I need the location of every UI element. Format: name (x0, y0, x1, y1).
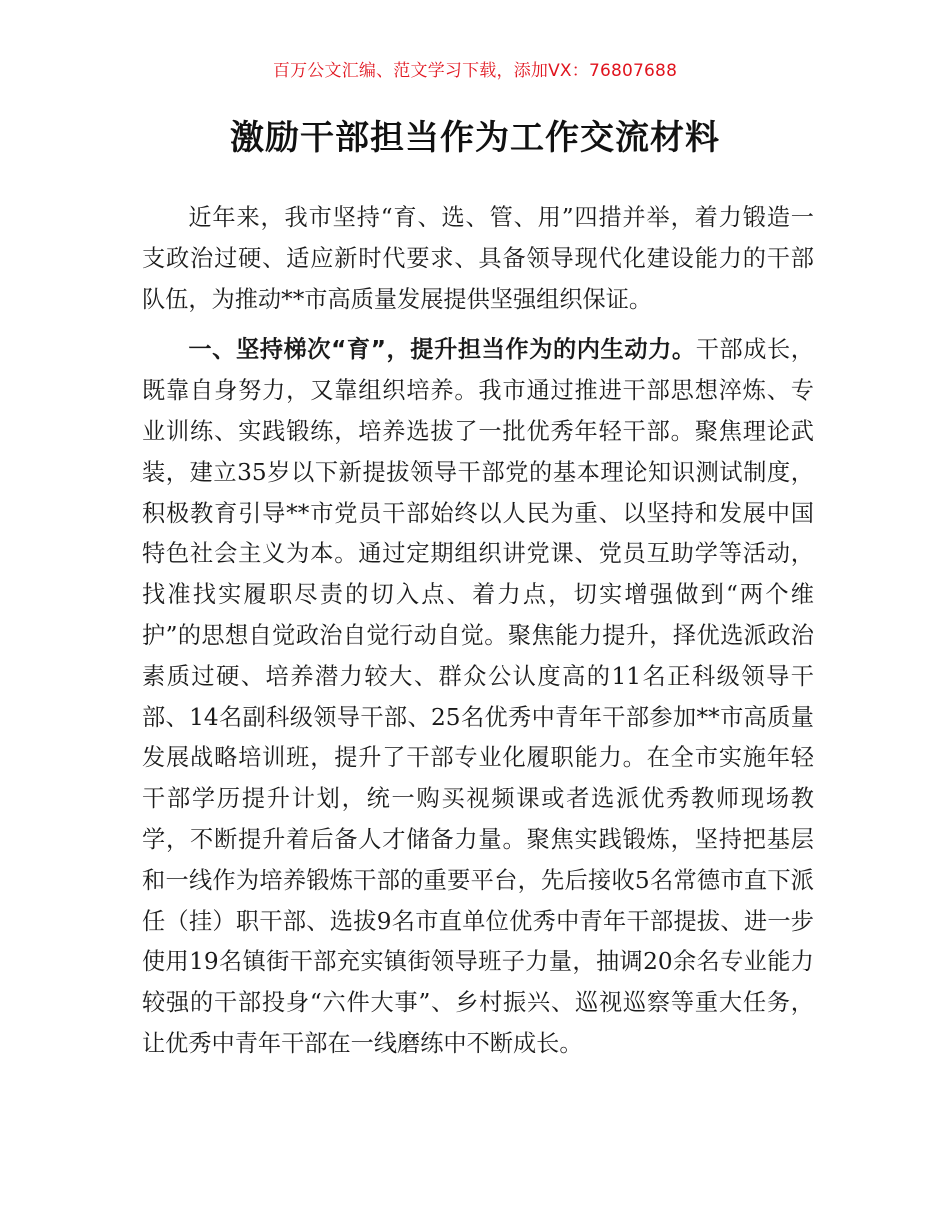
promo-banner: 百万公文汇编、范文学习下载，添加VX：76807688 (272, 61, 678, 81)
section-1-text: 干部成长，既靠自身努力，又靠组织培养。我市通过推进干部思想淬炼、专业训练、实践锻练，培养选拔了一批优秀年轻干部。聚焦理论武装，建立35岁以下新提拔领导干部党的基本理论知识测试制度，积极教育引导**市党员干部始终以人民为重、以坚持和发展中国特色社会主义为本。通过定期组织讲党课、党员互助学等活动，找准找实履职尽责的切入点、着力点，切实增强做到“两个维护”的思想自觉政治自觉行动自觉。聚焦能力提升，择优选派政治素质过硬、培养潜力较大、群众公认度高的11名正科级领导干部、14名副科级领导干部、25名优秀中青年干部参加**市高质量发展战略培训班，提升了干部专业化履职能力。在全市实施年轻干部学历提升计划，统一购买视频课或者选派优秀教师现场教学，不断提升着后备人才储备力量。聚焦实践锻炼，坚持把基层和一线作为培养锻炼干部的重要平台，先后接收5名常德市直下派任（挂）职干部、选拔9名市直单位优秀中青年干部提拔、进一步使用19名镇街干部充实镇街领导班子力量，抽调20余名专业能力较强的干部投身“六件大事”、乡村振兴、巡视巡察等重大任务，让优秀中青年干部在一线磨练中不断成长。 (142, 336, 814, 1057)
intro-paragraph: 近年来，我市坚持“育、选、管、用”四措并举，着力锻造一支政治过硬、适应新时代要求、具备领导现代化建设能力的干部队伍，为推动**市高质量发展提供坚强组织保证。 (142, 204, 814, 313)
section-1-paragraph (142, 330, 814, 1064)
document-body (142, 198, 814, 1065)
document-title: 激励干部担当作为工作交流材料 (230, 118, 720, 158)
section-1-heading: 一、坚持梯次“育”，提升担当作为的内生动力。 (188, 336, 696, 364)
